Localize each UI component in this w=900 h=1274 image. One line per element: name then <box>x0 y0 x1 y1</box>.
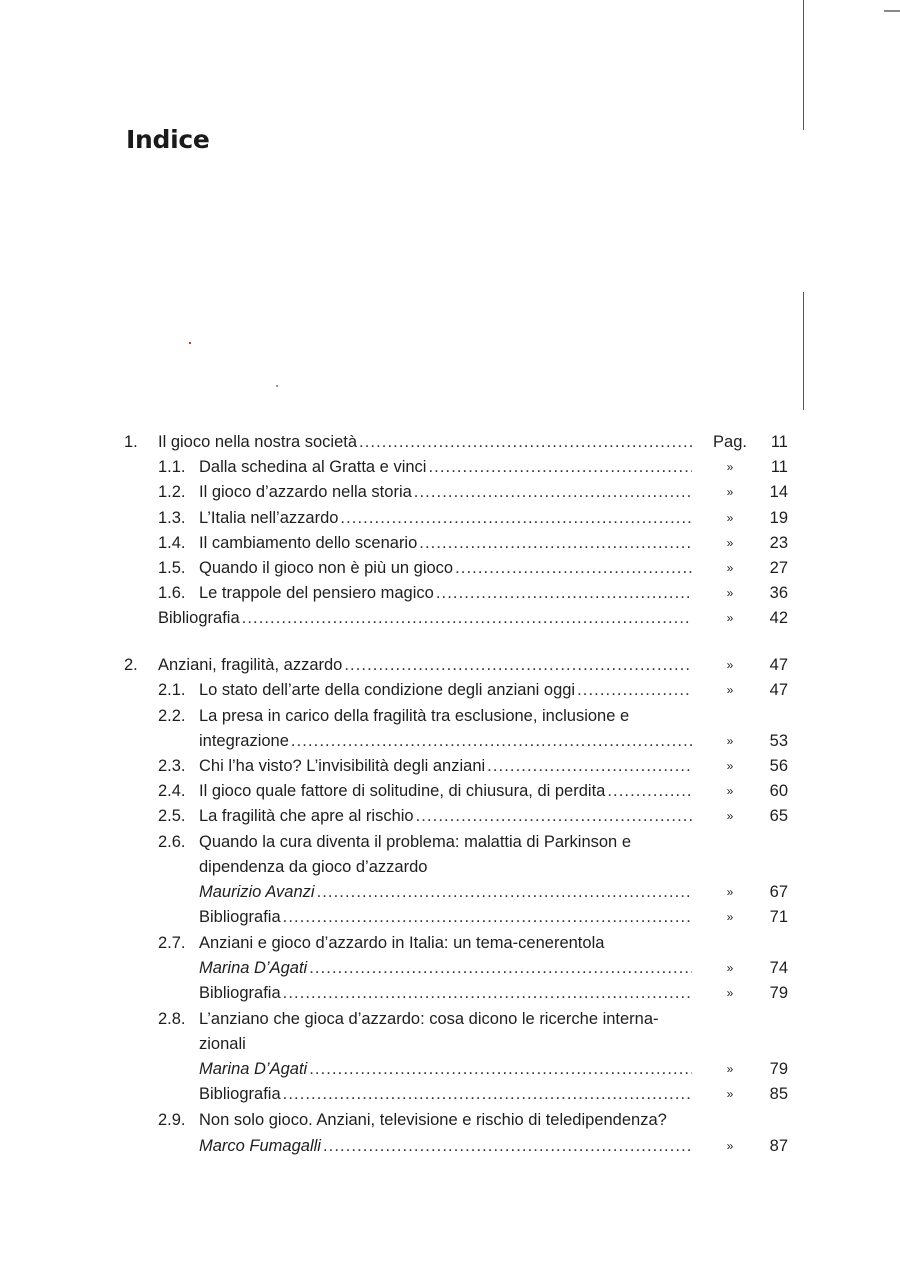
page-number: 14 <box>769 483 788 501</box>
entry-title: Bibliografia <box>199 984 281 1002</box>
toc-section-continuation[interactable] <box>0 729 900 753</box>
entry-number: 2.8. <box>158 1010 186 1028</box>
dot-leader <box>577 678 692 702</box>
entry-title: Anziani, fragilità, azzardo <box>158 656 343 674</box>
dot-leader <box>428 455 692 479</box>
dot-leader <box>419 531 692 555</box>
toc-author[interactable] <box>0 1134 900 1158</box>
toc-section[interactable] <box>0 556 900 580</box>
entry-number: 2.5. <box>158 807 186 825</box>
dot-leader <box>607 779 692 803</box>
page-number: 71 <box>769 908 788 926</box>
entry-title: Quando il gioco non è più un gioco <box>199 559 454 577</box>
ditto-mark: » <box>726 586 734 600</box>
dot-leader <box>416 804 692 828</box>
toc-section-continuation[interactable] <box>0 855 900 879</box>
entry-title: Bibliografia <box>199 908 281 926</box>
author-name: Maurizio Avanzi <box>199 883 315 901</box>
toc-author[interactable] <box>0 880 900 904</box>
entry-number: 1.6. <box>158 584 186 602</box>
toc-section[interactable] <box>0 779 900 803</box>
toc-section[interactable] <box>0 1108 900 1132</box>
dot-leader <box>340 506 692 530</box>
entry-title: Non solo gioco. Anziani, televisione e rischio di teledipendenza? <box>199 1111 667 1129</box>
toc-section[interactable] <box>0 804 900 828</box>
toc-bibliography[interactable] <box>0 905 900 929</box>
page-number: 53 <box>769 732 788 750</box>
ditto-mark: » <box>726 986 734 1000</box>
entry-title: dipendenza da gioco d’azzardo <box>199 858 428 876</box>
toc-section[interactable] <box>0 754 900 778</box>
entry-number: 1.4. <box>158 534 186 552</box>
page-number: 87 <box>769 1137 788 1155</box>
toc-chapter[interactable] <box>0 653 900 677</box>
entry-title: integrazione <box>199 732 289 750</box>
entry-title: La presa in carico della fragilità tra esclusione, inclusione e <box>199 707 630 725</box>
ditto-mark: » <box>726 683 734 697</box>
dot-leader <box>359 430 692 454</box>
toc-section[interactable] <box>0 455 900 479</box>
toc-bibliography[interactable] <box>0 606 900 630</box>
entry-title: Quando la cura diventa il problema: malattia di Parkinson e <box>199 833 631 851</box>
page-number: 36 <box>769 584 788 602</box>
toc-section[interactable] <box>0 506 900 530</box>
dot-leader <box>344 653 692 677</box>
ditto-mark: » <box>726 885 734 899</box>
toc-author[interactable] <box>0 1057 900 1081</box>
dot-leader <box>283 905 692 929</box>
pag-label: Pag. <box>713 433 747 451</box>
dot-leader <box>309 1057 692 1081</box>
page-number: 67 <box>769 883 788 901</box>
scan-speck <box>276 385 278 387</box>
entry-number: 1.1. <box>158 458 186 476</box>
entry-title: L’anziano che gioca d’azzardo: cosa dicono le ricerche interna- <box>199 1010 659 1028</box>
entry-number: 1.2. <box>158 483 186 501</box>
toc-section[interactable] <box>0 1007 900 1031</box>
toc-section[interactable] <box>0 704 900 728</box>
ditto-mark: » <box>726 734 734 748</box>
entry-number: 2.1. <box>158 681 186 699</box>
scan-corner-mark <box>884 10 900 12</box>
ditto-mark: » <box>726 961 734 975</box>
entry-title: Il gioco quale fattore di solitudine, di chiusura, di perdita <box>199 782 606 800</box>
entry-title: zionali <box>199 1035 246 1053</box>
dot-leader <box>309 956 692 980</box>
entry-title: Bibliografia <box>199 1085 281 1103</box>
author-name: Marina D’Agati <box>199 959 308 977</box>
entry-number: 2.6. <box>158 833 186 851</box>
page-number: 74 <box>769 959 788 977</box>
entry-title: La fragilità che apre al rischio <box>199 807 414 825</box>
entry-title: Bibliografia <box>158 609 240 627</box>
toc-section[interactable] <box>0 480 900 504</box>
page-number: 60 <box>769 782 788 800</box>
ditto-mark: » <box>726 460 734 474</box>
page-number: 27 <box>769 559 788 577</box>
toc-section[interactable] <box>0 678 900 702</box>
page-number: 65 <box>769 807 788 825</box>
scan-edge-line-bottom <box>803 292 804 410</box>
entry-title: Le trappole del pensiero magico <box>199 584 434 602</box>
entry-number: 1.5. <box>158 559 186 577</box>
dot-leader <box>317 880 692 904</box>
ditto-mark: » <box>726 658 734 672</box>
ditto-mark: » <box>726 511 734 525</box>
author-name: Marina D’Agati <box>199 1060 308 1078</box>
page-number: 42 <box>769 609 788 627</box>
page-number: 23 <box>769 534 788 552</box>
page-number: 79 <box>769 1060 788 1078</box>
entry-title: Il cambiamento dello scenario <box>199 534 418 552</box>
dot-leader <box>487 754 692 778</box>
ditto-mark: » <box>726 809 734 823</box>
dot-leader <box>283 981 692 1005</box>
ditto-mark: » <box>726 1062 734 1076</box>
ditto-mark: » <box>726 536 734 550</box>
ditto-mark: » <box>726 1087 734 1101</box>
page-number: 11 <box>770 458 788 476</box>
scan-speck <box>189 342 191 344</box>
dot-leader <box>242 606 692 630</box>
entry-title: L’Italia nell’azzardo <box>199 509 339 527</box>
toc-chapter[interactable] <box>0 430 900 454</box>
entry-title: Dalla schedina al Gratta e vinci <box>199 458 427 476</box>
toc-section-continuation[interactable] <box>0 1032 900 1056</box>
ditto-mark: » <box>726 561 734 575</box>
ditto-mark: » <box>726 1139 734 1153</box>
toc-section[interactable] <box>0 830 900 854</box>
entry-number: 2.9. <box>158 1111 186 1129</box>
entry-title: Il gioco nella nostra società <box>158 433 358 451</box>
toc-section[interactable] <box>0 531 900 555</box>
entry-number: 1.3. <box>158 509 186 527</box>
toc-author[interactable] <box>0 956 900 980</box>
ditto-mark: » <box>726 759 734 773</box>
entry-title: Lo stato dell’arte della condizione degli anziani oggi <box>199 681 576 699</box>
scan-edge-line-top <box>803 0 804 130</box>
entry-number: 2.2. <box>158 707 186 725</box>
dot-leader <box>414 480 692 504</box>
entry-number: 2.4. <box>158 782 186 800</box>
entry-number: 1. <box>124 433 138 451</box>
entry-number: 2.7. <box>158 934 186 952</box>
page-number: 47 <box>769 656 788 674</box>
ditto-mark: » <box>726 611 734 625</box>
toc-bibliography[interactable] <box>0 1082 900 1106</box>
page-number: 56 <box>769 757 788 775</box>
toc-section[interactable] <box>0 581 900 605</box>
page-number: 79 <box>769 984 788 1002</box>
dot-leader <box>291 729 692 753</box>
entry-title: Il gioco d’azzardo nella storia <box>199 483 412 501</box>
page-number: 11 <box>770 433 788 451</box>
toc-bibliography[interactable] <box>0 981 900 1005</box>
page-number: 19 <box>769 509 788 527</box>
author-name: Marco Fumagalli <box>199 1137 321 1155</box>
entry-number: 2.3. <box>158 757 186 775</box>
toc-section[interactable] <box>0 931 900 955</box>
entry-number: 2. <box>124 656 138 674</box>
dot-leader <box>455 556 692 580</box>
ditto-mark: » <box>726 485 734 499</box>
ditto-mark: » <box>726 910 734 924</box>
dot-leader <box>323 1134 692 1158</box>
page-number: 47 <box>769 681 788 699</box>
page-number: 85 <box>769 1085 788 1103</box>
entry-title: Anziani e gioco d’azzardo in Italia: un tema-cenerentola <box>199 934 605 952</box>
ditto-mark: » <box>726 784 734 798</box>
entry-title: Chi l’ha visto? L’invisibilità degli anziani <box>199 757 486 775</box>
dot-leader <box>436 581 692 605</box>
dot-leader <box>283 1082 692 1106</box>
page-title: Indice <box>126 124 210 154</box>
